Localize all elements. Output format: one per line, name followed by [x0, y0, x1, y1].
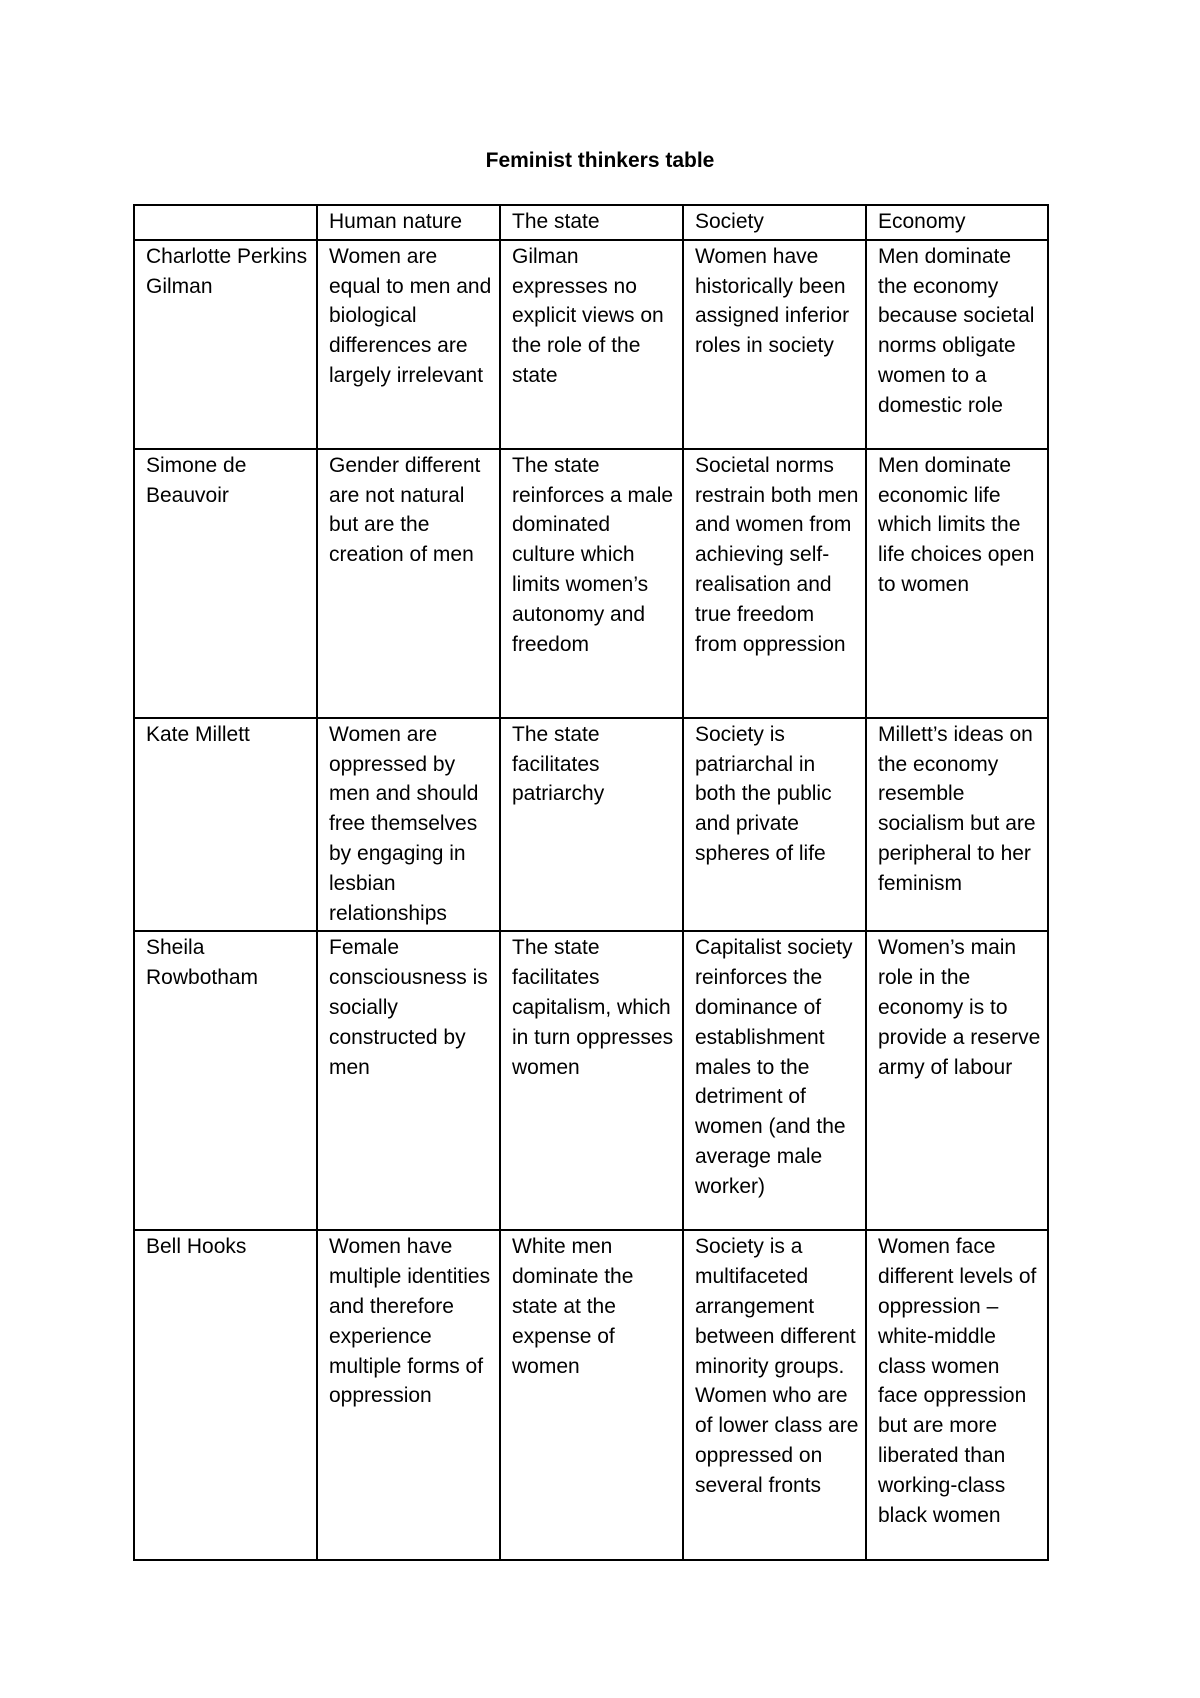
economy-cell: Women face different levels of oppression – white-middle class women face oppression but are more liberated than working-class black women	[866, 1230, 1048, 1560]
header-society: Society	[683, 205, 866, 240]
thinker-name-cell: Charlotte Perkins Gilman	[134, 240, 317, 449]
economy-cell: Women’s main role in the economy is to provide a reserve army of labour	[866, 931, 1048, 1230]
society-cell: Capitalist society reinforces the dominance of establishment males to the detriment of women (and the average male worker)	[683, 931, 866, 1230]
feminist-thinkers-table	[133, 204, 1049, 1561]
society-cell: Societal norms restrain both men and women from achieving self-realisation and true freedom from oppression	[683, 449, 866, 718]
header-corner-cell	[134, 205, 317, 240]
table-row	[134, 718, 1048, 932]
state-cell: The state facilitates capitalism, which in turn oppresses women	[500, 931, 683, 1230]
table-row	[134, 240, 1048, 449]
state-cell: Gilman expresses no explicit views on the role of the state	[500, 240, 683, 449]
state-cell: The state reinforces a male dominated culture which limits women’s autonomy and freedom	[500, 449, 683, 718]
page-title: Feminist thinkers table	[485, 149, 715, 172]
header-the-state: The state	[500, 205, 683, 240]
table-row	[134, 931, 1048, 1230]
thinker-name-cell: Simone de Beauvoir	[134, 449, 317, 718]
human-nature-cell: Women are oppressed by men and should free themselves by engaging in lesbian relationships	[317, 718, 500, 932]
thinker-name-cell: Sheila Rowbotham	[134, 931, 317, 1230]
header-human-nature: Human nature	[317, 205, 500, 240]
thinker-name-cell: Bell Hooks	[134, 1230, 317, 1560]
human-nature-cell: Women are equal to men and biological differences are largely irrelevant	[317, 240, 500, 449]
state-cell: White men dominate the state at the expense of women	[500, 1230, 683, 1560]
economy-cell: Men dominate the economy because societal norms obligate women to a domestic role	[866, 240, 1048, 449]
society-cell: Women have historically been assigned inferior roles in society	[683, 240, 866, 449]
society-cell: Society is a multifaceted arrangement between different minority groups. Women who are of lower class are oppressed on several fronts	[683, 1230, 866, 1560]
thinker-name-cell: Kate Millett	[134, 718, 317, 932]
table-header-row	[134, 205, 1048, 240]
human-nature-cell: Gender different are not natural but are the creation of men	[317, 449, 500, 718]
table-row	[134, 1230, 1048, 1560]
society-cell: Society is patriarchal in both the public and private spheres of life	[683, 718, 866, 932]
human-nature-cell: Female consciousness is socially constructed by men	[317, 931, 500, 1230]
economy-cell: Men dominate economic life which limits the life choices open to women	[866, 449, 1048, 718]
economy-cell: Millett’s ideas on the economy resemble socialism but are peripheral to her feminism	[866, 718, 1048, 932]
human-nature-cell: Women have multiple identities and therefore experience multiple forms of oppression	[317, 1230, 500, 1560]
table-row	[134, 449, 1048, 718]
state-cell: The state facilitates patriarchy	[500, 718, 683, 932]
header-economy: Economy	[866, 205, 1048, 240]
